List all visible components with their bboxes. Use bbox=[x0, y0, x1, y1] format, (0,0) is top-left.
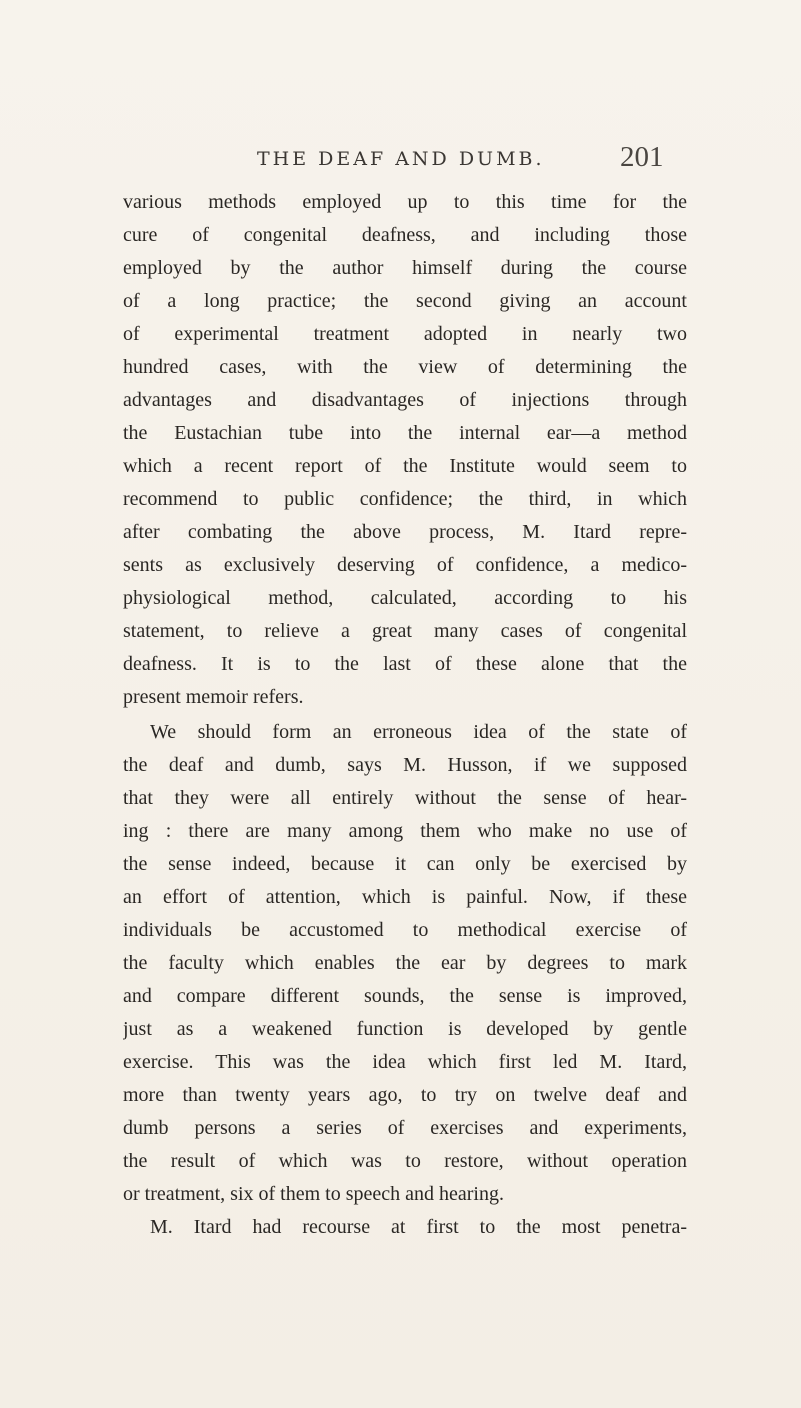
text-line: of experimental treatment adopted in nearly two bbox=[123, 323, 687, 345]
text-line: various methods employed up to this time for the bbox=[123, 191, 687, 213]
text-line: the Eustachian tube into the internal ear—a method bbox=[123, 422, 687, 444]
text-line: more than twenty years ago, to try on twelve deaf and bbox=[123, 1084, 687, 1106]
text-line: or treatment, six of them to speech and hearing. bbox=[123, 1183, 504, 1205]
text-line: advantages and disadvantages of injections through bbox=[123, 389, 687, 411]
text-line: of a long practice; the second giving an account bbox=[123, 290, 687, 312]
text-line: recommend to public confidence; the third, in which bbox=[123, 488, 687, 510]
text-line: statement, to relieve a great many cases of congenital bbox=[123, 620, 687, 642]
text-line: sents as exclusively deserving of confidence, a medico- bbox=[123, 554, 687, 576]
running-title: THE DEAF AND DUMB. bbox=[257, 148, 545, 170]
text-line: just as a weakened function is developed by gentle bbox=[123, 1018, 687, 1040]
text-line: M. Itard had recourse at first to the most penetra- bbox=[150, 1216, 687, 1238]
text-line: the faculty which enables the ear by degrees to mark bbox=[123, 952, 687, 974]
text-line: the result of which was to restore, without operation bbox=[123, 1150, 687, 1172]
text-line: exercise. This was the idea which first led M. Itard, bbox=[123, 1051, 687, 1073]
text-line: and compare different sounds, the sense is improved, bbox=[123, 985, 687, 1007]
page-number: 201 bbox=[620, 141, 664, 173]
text-line: ing : there are many among them who make no use of bbox=[123, 820, 687, 842]
text-line: which a recent report of the Institute would seem to bbox=[123, 455, 687, 477]
text-line: that they were all entirely without the sense of hear- bbox=[123, 787, 687, 809]
text-line: dumb persons a series of exercises and experiments, bbox=[123, 1117, 687, 1139]
text-line: the deaf and dumb, says M. Husson, if we supposed bbox=[123, 754, 687, 776]
text-line: an effort of attention, which is painful. Now, if these bbox=[123, 886, 687, 908]
text-line: employed by the author himself during the course bbox=[123, 257, 687, 279]
text-line: hundred cases, with the view of determining the bbox=[123, 356, 687, 378]
text-line: cure of congenital deafness, and including those bbox=[123, 224, 687, 246]
text-line: the sense indeed, because it can only be exercised by bbox=[123, 853, 687, 875]
text-line: deafness. It is to the last of these alone that the bbox=[123, 653, 687, 675]
text-line: We should form an erroneous idea of the state of bbox=[150, 721, 687, 743]
text-line: after combating the above process, M. Itard repre- bbox=[123, 521, 687, 543]
text-line: individuals be accustomed to methodical exercise of bbox=[123, 919, 687, 941]
text-line: present memoir refers. bbox=[123, 686, 304, 708]
text-line: physiological method, calculated, according to his bbox=[123, 587, 687, 609]
